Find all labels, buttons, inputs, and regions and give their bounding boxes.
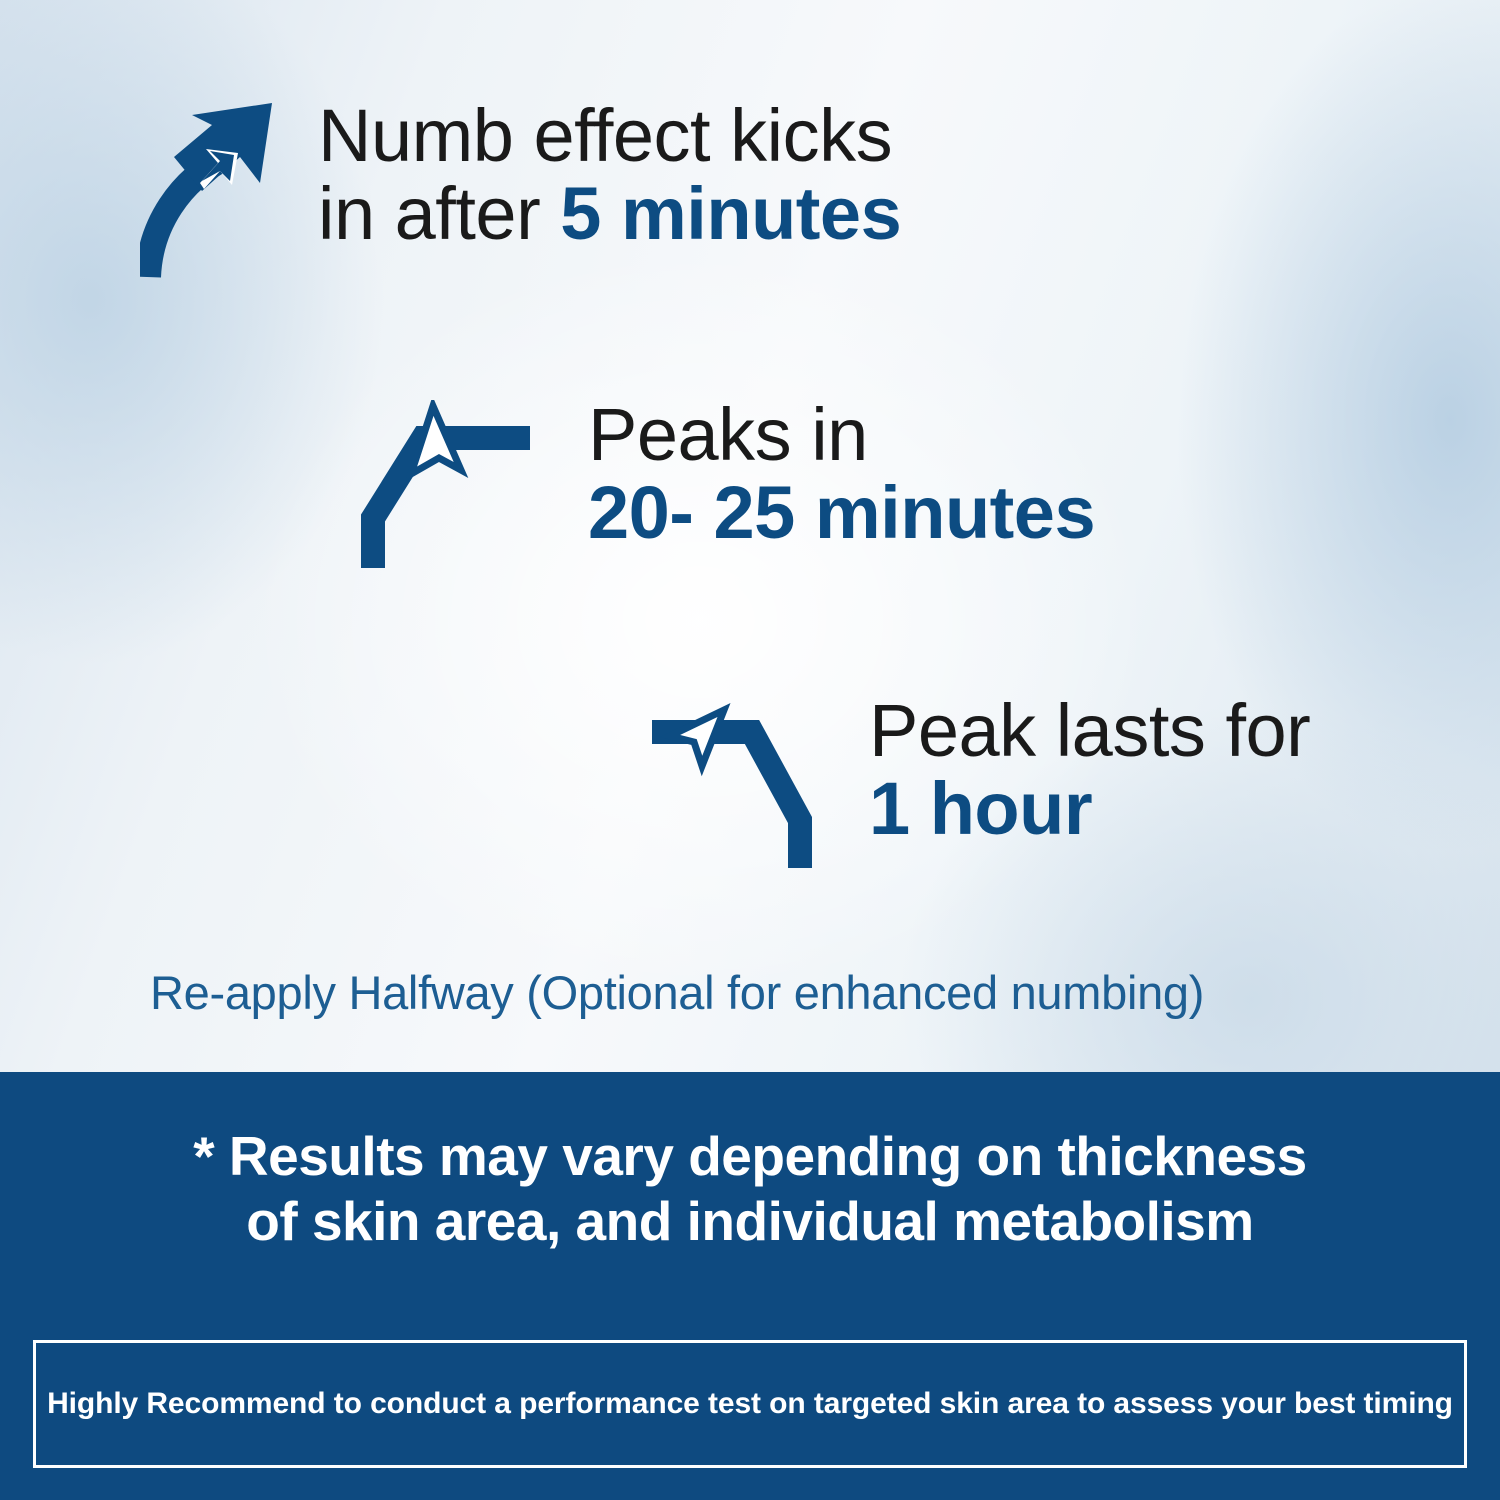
step-1-line2-plain: in after [318, 172, 561, 256]
step-3-line2: 1 hour [869, 767, 1093, 851]
step-1-line1: Numb effect kicks [318, 94, 893, 177]
recommendation-text: Highly Recommend to conduct a performance test on targeted skin area to assess your best timing [47, 1387, 1453, 1420]
reapply-note: Re-apply Halfway (Optional for enhanced numbing) [150, 966, 1205, 1019]
up-arrow-icon [140, 95, 290, 285]
step-row-1 [140, 95, 901, 285]
step-2-text [588, 393, 1096, 555]
step-2-line1: Peaks in [588, 393, 868, 476]
step-row-2 [355, 393, 1096, 575]
bottom-band [0, 1072, 1500, 1500]
step-3-line1: Peak lasts for [869, 689, 1311, 772]
disclaimer-line-2: of skin area, and individual metabolism [246, 1189, 1254, 1252]
step-down-arrow-icon [640, 700, 825, 880]
step-2-line2: 20- 25 minutes [588, 471, 1096, 555]
disclaimer-text [0, 1124, 1500, 1254]
step-1-line2-highlight: 5 minutes [560, 172, 902, 256]
step-3-text [869, 689, 1311, 851]
step-up-arrow-icon [355, 400, 540, 575]
disclaimer-line-1: * Results may vary depending on thickness [193, 1125, 1307, 1187]
step-row-3 [640, 689, 1311, 880]
recommendation-box [33, 1340, 1467, 1468]
step-1-text [318, 94, 902, 256]
